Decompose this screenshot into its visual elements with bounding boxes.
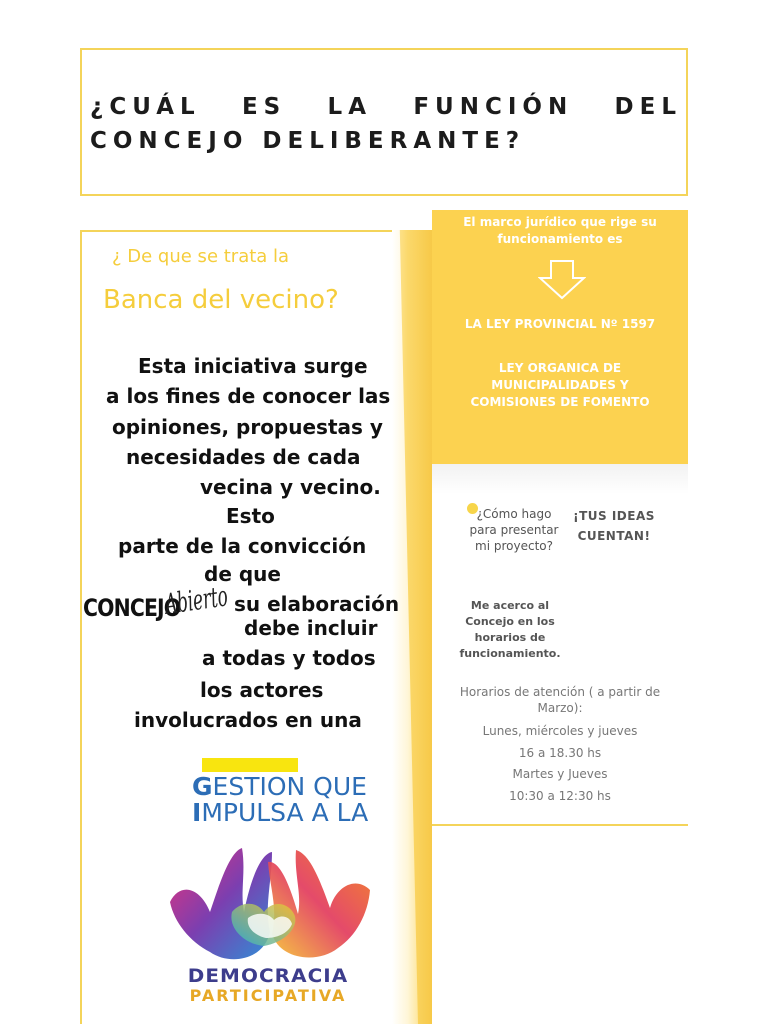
yellow-highlight-bar <box>202 758 298 772</box>
marco-juridico-panel <box>432 210 688 464</box>
body-line: su elaboración <box>234 592 400 616</box>
body-line: a los fines de conocer las <box>106 384 391 408</box>
body-line: de que <box>204 562 281 586</box>
body-line: opiniones, propuestas y <box>112 415 383 439</box>
marco-line-2: funcionamiento es <box>497 232 623 246</box>
title-line-2: CONCEJO DELIBERANTE? <box>90 128 526 154</box>
participativa-label: PARTICIPATIVA <box>189 986 347 1005</box>
banca-question-line-2: Banca del vecino? <box>103 285 339 315</box>
acerco-line-2: Concejo en los <box>465 615 555 628</box>
body-line: debe incluir <box>244 616 378 640</box>
organica-line-3: COMISIONES DE FOMENTO <box>470 395 650 409</box>
schedule-hours-1: 16 a 18.30 hs <box>518 746 602 760</box>
gestion-rest: ESTION QUE <box>212 772 367 801</box>
como-line-1: ¿Cómo hago <box>476 507 552 521</box>
page-title <box>90 90 682 158</box>
concejo-abierto-logo <box>83 579 230 650</box>
democracia-label: DEMOCRACIA <box>187 965 349 987</box>
organica-line-1: LEY ORGANICA DE <box>498 361 622 375</box>
horarios-line-2: Marzo): <box>537 701 583 715</box>
impulsa-rest: MPULSA A LA <box>201 798 369 827</box>
horarios-line-1: Horarios de atención ( a partir de <box>459 685 661 699</box>
body-line: necesidades de cada <box>126 445 361 469</box>
body-line: a todas y todos <box>202 646 376 670</box>
body-line: los actores <box>200 678 324 702</box>
logo-word-abierto: Abierto <box>162 579 230 621</box>
ley-provincial: LA LEY PROVINCIAL Nº 1597 <box>464 317 656 331</box>
horarios-heading <box>446 684 674 716</box>
marco-line-1: El marco jurídico que rige su <box>463 215 657 229</box>
tus-line-2: CUENTAN! <box>577 529 651 543</box>
schedule-hours-2: 10:30 a 12:30 hs <box>509 789 611 803</box>
hands-illustration <box>160 842 380 972</box>
tus-ideas-text <box>566 506 662 546</box>
tus-line-1: ¡TUS IDEAS <box>573 509 655 523</box>
como-hago-text <box>464 506 564 554</box>
gestion-heading <box>192 774 368 826</box>
body-line: Esto <box>226 504 275 528</box>
title-box <box>80 48 688 196</box>
body-line: involucrados en una <box>134 708 362 732</box>
como-line-2: para presentar <box>469 523 559 537</box>
logo-word-concejo: CONCEJO <box>83 594 181 622</box>
body-line: Esta iniciativa surge <box>138 354 368 378</box>
acerco-line-1: Me acerco al <box>470 599 550 612</box>
acerco-line-3: horarios de <box>474 631 546 644</box>
schedule-days-1: Lunes, miércoles y jueves <box>482 724 638 738</box>
proyecto-panel-shadow <box>432 464 688 494</box>
me-acerco-text <box>452 598 568 662</box>
organica-line-2: MUNICIPALIDADES Y <box>491 378 629 392</box>
arrow-down-icon <box>538 260 586 300</box>
body-line: parte de la convicción <box>118 534 367 558</box>
schedule-days-2: Martes y Jueves <box>512 767 608 781</box>
acerco-line-4: funcionamiento. <box>459 647 561 660</box>
gestion-initial: G <box>192 772 213 801</box>
banca-question-line-1: ¿ De que se trata la <box>112 246 290 267</box>
title-line-1: ¿CUÁL ES LA FUNCIÓN DEL <box>90 94 682 120</box>
body-line: vecina y vecino. <box>200 475 381 499</box>
impulsa-initial: I <box>192 798 202 827</box>
como-line-3: mi proyecto? <box>475 539 553 553</box>
